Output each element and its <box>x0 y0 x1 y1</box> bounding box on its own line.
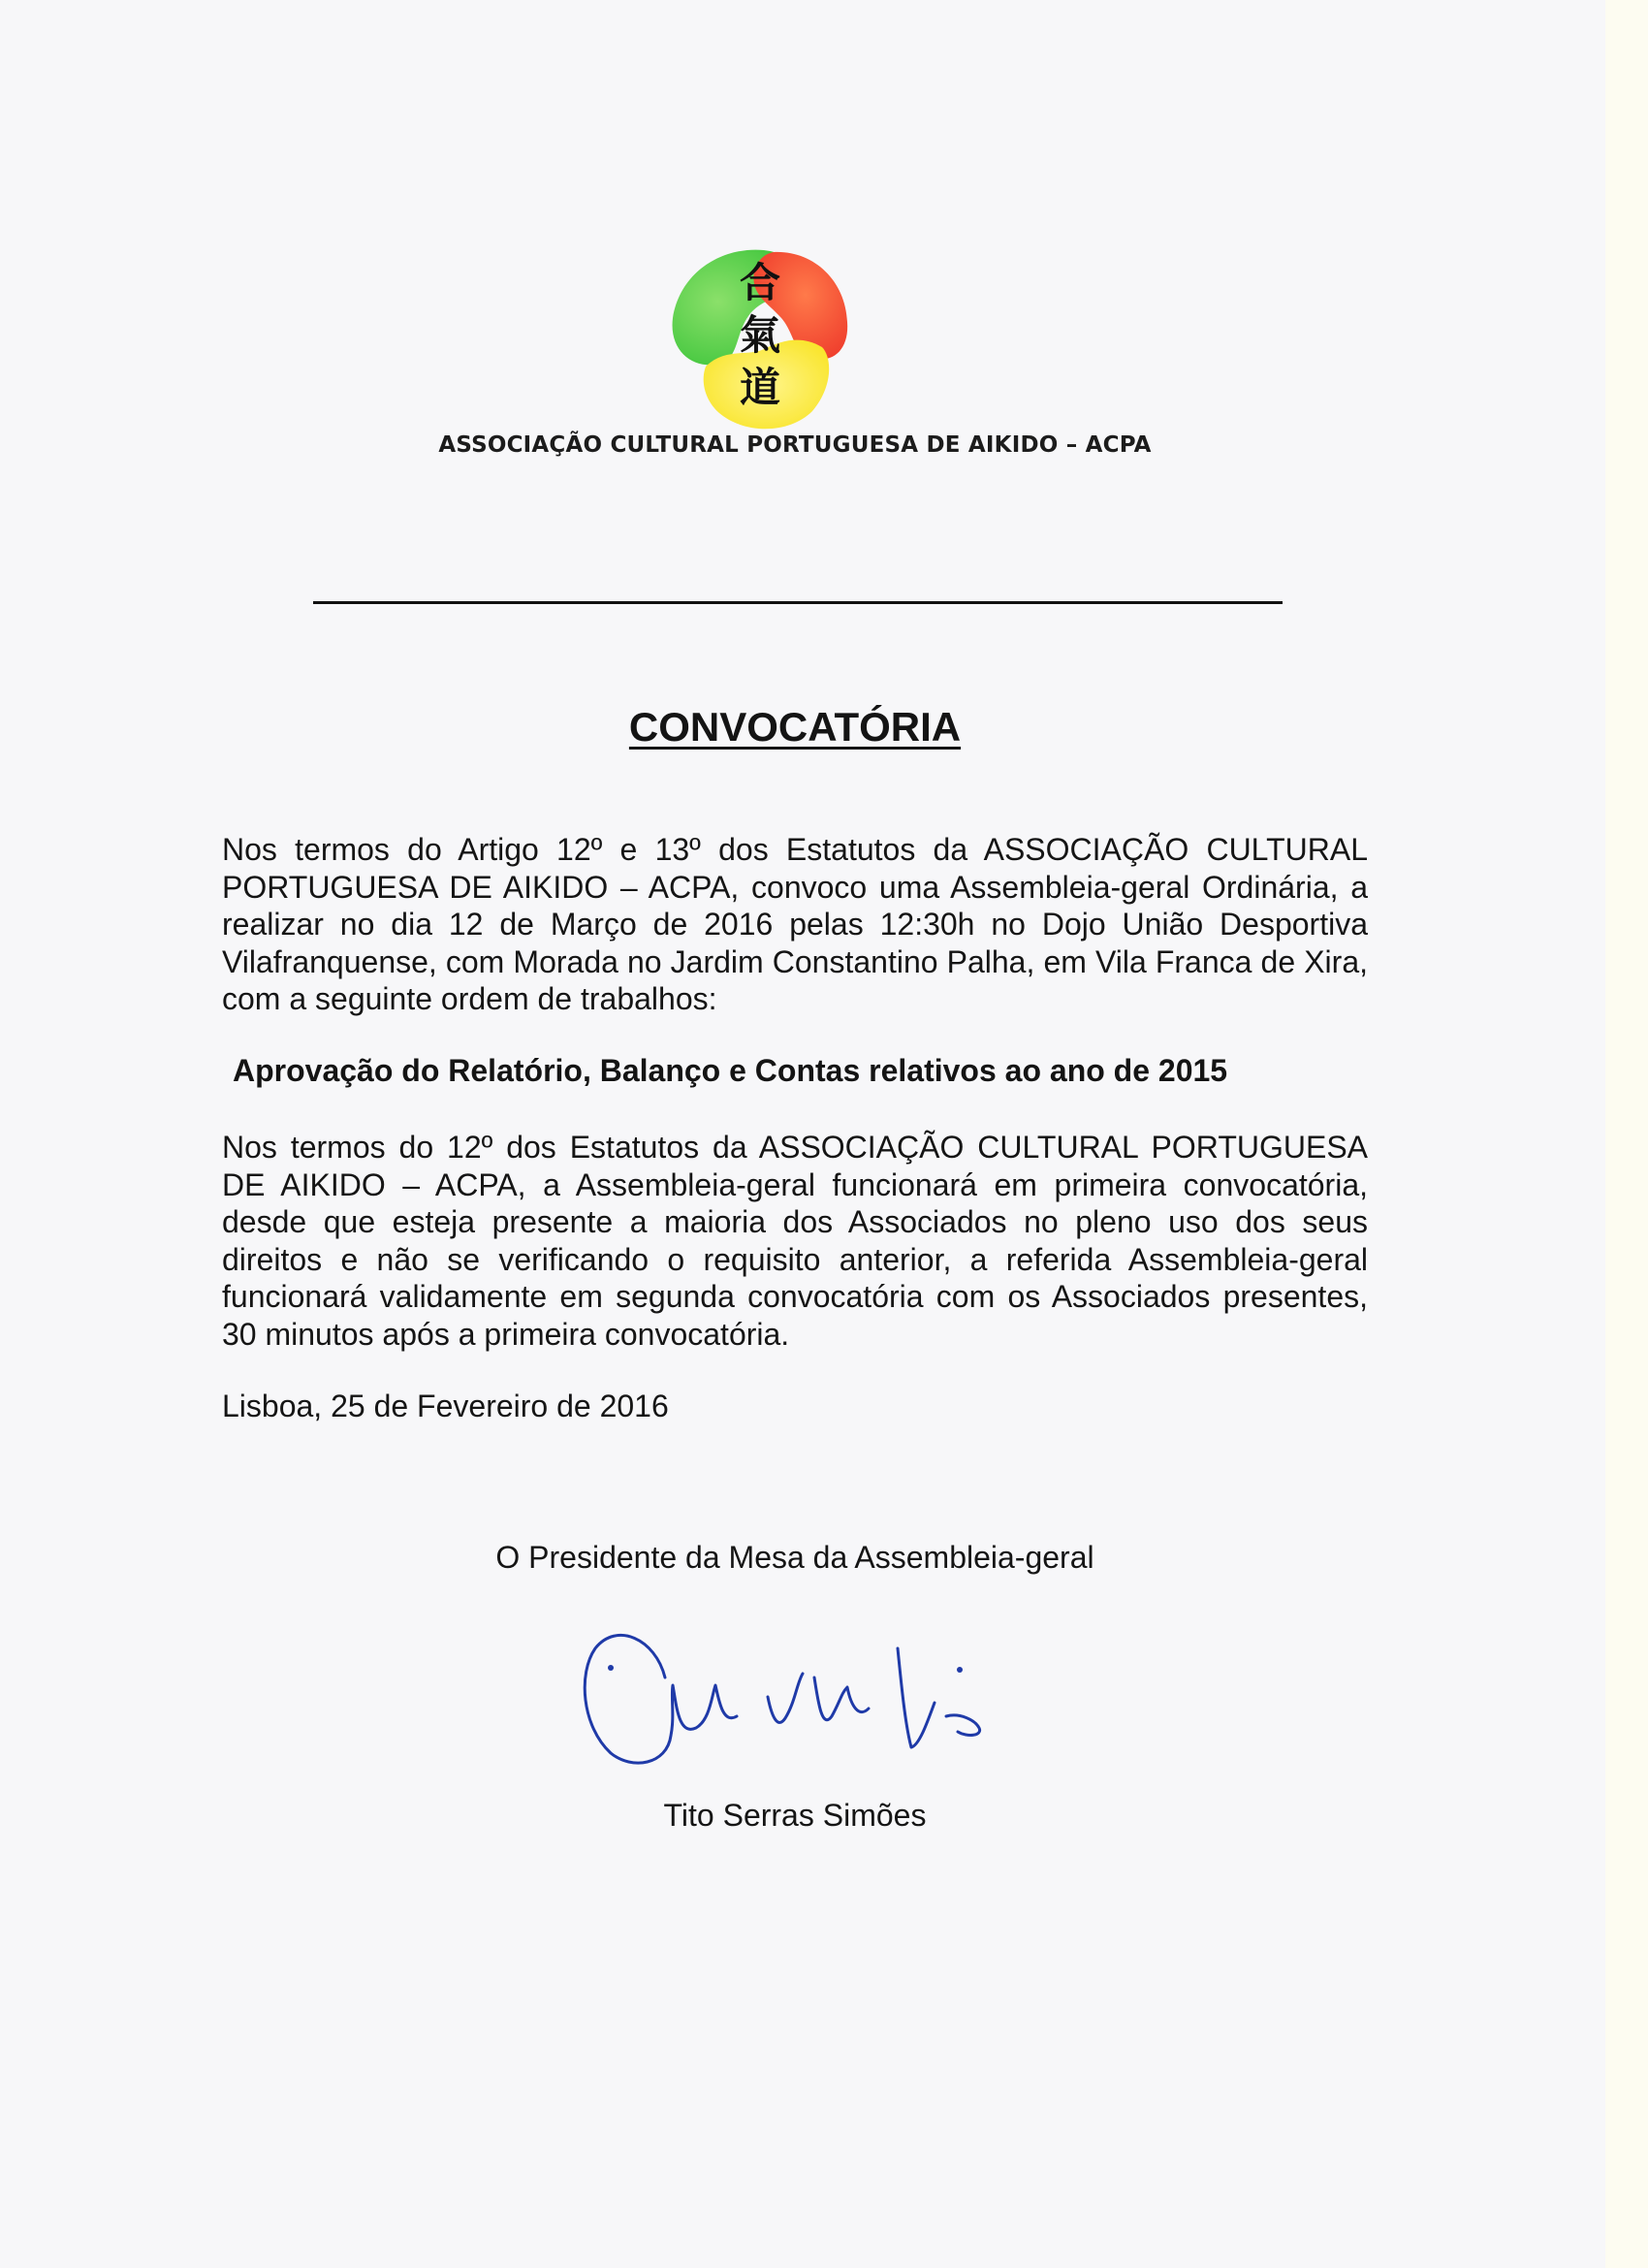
handwritten-signature <box>578 1610 1033 1774</box>
place-and-date: Lisboa, 25 de Fevereiro de 2016 <box>222 1389 669 1423</box>
scan-edge <box>1605 0 1648 2268</box>
document-title: CONVOCATÓRIA <box>628 704 962 750</box>
signatory-role: O Presidente da Mesa da Assembleia-geral <box>495 1540 1094 1575</box>
logo-glyph-ki: 氣 <box>739 311 781 359</box>
convocation-paragraph: Nos termos do Artigo 12º e 13º dos Estatutos da ASSOCIAÇÃO CULTURAL PORTUGUESA DE AIKIDO – ACPA, convoco uma Assembleia-geral Ordinária, a realizar no dia 12 de Março de 2016 pelas 12:30h no Dojo União Desportiva Vilafranquense, com Morada no Jardim Constantino Palha, em Vila Franca de Xira, com a seguinte ordem de trabalhos: <box>222 832 1368 1017</box>
header-divider <box>313 601 1283 604</box>
organization-name: ASSOCIAÇÃO CULTURAL PORTUGUESA DE AIKIDO – ACPA <box>438 432 1152 458</box>
quorum-paragraph: Nos termos do 12º dos Estatutos da ASSOCIAÇÃO CULTURAL PORTUGUESA DE AIKIDO – ACPA, a Assembleia-geral funcionará em primeira convocatória, desde que esteja presente a maioria dos Associados no pleno uso dos seus direitos e não se verificando o requisito anterior, a referida Assembleia-geral funcionará validamente em segunda convocatória com os Associados presentes, 30 minutos após a primeira convocatória. <box>222 1130 1368 1352</box>
logo-glyph-do: 道 <box>739 364 781 411</box>
logo-glyph-ai: 合 <box>739 259 781 306</box>
signatory-name: Tito Serras Simões <box>663 1798 927 1833</box>
aikido-tomoe-logo <box>667 240 853 434</box>
agenda-item: Aprovação do Relatório, Balanço e Contas relativos ao ano de 2015 <box>233 1053 1228 1088</box>
